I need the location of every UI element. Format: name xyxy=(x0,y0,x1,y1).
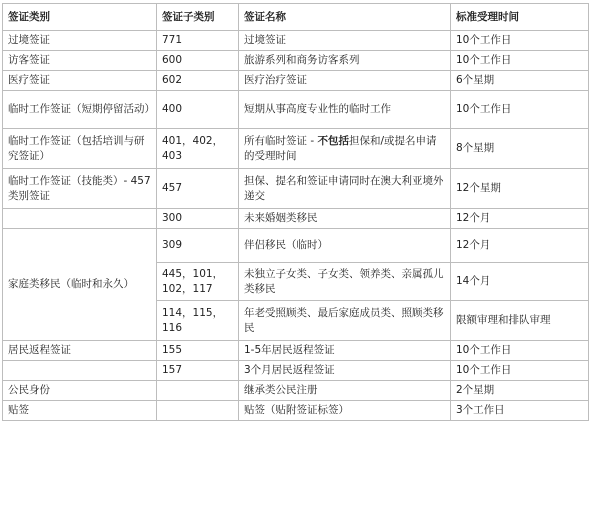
cell-subclass: 401，402，403 xyxy=(157,129,239,169)
cell-visa-name: 旅游系列和商务访客系列 xyxy=(239,51,451,71)
header-processing-time: 标准受理时间 xyxy=(451,4,589,31)
cell-subclass: 457 xyxy=(157,169,239,209)
table-row xyxy=(3,209,589,229)
cell-category: 临时工作签证（短期停留活动） xyxy=(3,91,157,129)
cell-subclass xyxy=(157,381,239,401)
table-row xyxy=(3,341,589,361)
cell-processing-time: 14个月 xyxy=(451,263,589,301)
cell-subclass: 155 xyxy=(157,341,239,361)
cell-category-merged: 家庭类移民（临时和永久） xyxy=(3,229,157,341)
cell-category: 临时工作签证（技能类）- 457类别签证 xyxy=(3,169,157,209)
cell-visa-name: 过境签证 xyxy=(239,31,451,51)
cell-processing-time: 10个工作日 xyxy=(451,31,589,51)
cell-processing-time: 10个工作日 xyxy=(451,91,589,129)
cell-category: 居民返程签证 xyxy=(3,341,157,361)
cell-processing-time: 12个月 xyxy=(451,229,589,263)
visa-name-suffix: 担保和/或提名申请的受理时间 xyxy=(244,134,437,162)
cell-subclass: 771 xyxy=(157,31,239,51)
cell-visa-name: 短期从事高度专业性的临时工作 xyxy=(239,91,451,129)
cell-subclass: 600 xyxy=(157,51,239,71)
table-row xyxy=(3,229,589,263)
cell-processing-time: 10个工作日 xyxy=(451,51,589,71)
visa-name-emphasis: 不包括 xyxy=(317,134,349,147)
cell-subclass: 445，101，102，117 xyxy=(157,263,239,301)
cell-category: 贴签 xyxy=(3,401,157,421)
header-subclass: 签证子类别 xyxy=(157,4,239,31)
header-category: 签证类别 xyxy=(3,4,157,31)
table-header-row xyxy=(3,4,589,31)
cell-processing-time: 限额审理和排队审理 xyxy=(451,301,589,341)
cell-processing-time: 10个工作日 xyxy=(451,341,589,361)
cell-processing-time: 10个工作日 xyxy=(451,361,589,381)
cell-processing-time: 6个星期 xyxy=(451,71,589,91)
cell-subclass: 309 xyxy=(157,229,239,263)
table-row xyxy=(3,91,589,129)
table-row xyxy=(3,51,589,71)
cell-visa-name: 医疗治疗签证 xyxy=(239,71,451,91)
cell-category xyxy=(3,361,157,381)
cell-category: 公民身份 xyxy=(3,381,157,401)
header-visa-name: 签证名称 xyxy=(239,4,451,31)
cell-subclass: 300 xyxy=(157,209,239,229)
cell-subclass: 157 xyxy=(157,361,239,381)
visa-processing-table xyxy=(2,3,589,421)
table-row xyxy=(3,361,589,381)
cell-subclass xyxy=(157,401,239,421)
cell-visa-name: 未独立子女类、子女类、领养类、亲属孤儿类移民 xyxy=(239,263,451,301)
cell-visa-name xyxy=(239,129,451,169)
cell-visa-name: 3个月居民返程签证 xyxy=(239,361,451,381)
cell-visa-name: 贴签（贴附签证标签） xyxy=(239,401,451,421)
cell-visa-name: 年老受照顾类、最后家庭成员类、照顾类移民 xyxy=(239,301,451,341)
cell-visa-name: 1-5年居民返程签证 xyxy=(239,341,451,361)
table-row xyxy=(3,169,589,209)
cell-category: 过境签证 xyxy=(3,31,157,51)
table-row xyxy=(3,401,589,421)
cell-category: 临时工作签证（包括培训与研究签证） xyxy=(3,129,157,169)
cell-processing-time: 12个星期 xyxy=(451,169,589,209)
cell-processing-time: 2个星期 xyxy=(451,381,589,401)
cell-category: 医疗签证 xyxy=(3,71,157,91)
table-row xyxy=(3,71,589,91)
visa-name-prefix: 所有临时签证 - xyxy=(244,134,318,147)
cell-processing-time: 3个工作日 xyxy=(451,401,589,421)
cell-visa-name: 伴侣移民（临时） xyxy=(239,229,451,263)
cell-category: 访客签证 xyxy=(3,51,157,71)
cell-subclass: 114，115，116 xyxy=(157,301,239,341)
table-row xyxy=(3,129,589,169)
cell-subclass: 602 xyxy=(157,71,239,91)
cell-processing-time: 12个月 xyxy=(451,209,589,229)
cell-visa-name: 未来婚姻类移民 xyxy=(239,209,451,229)
visa-processing-table-container xyxy=(2,3,588,421)
table-row xyxy=(3,381,589,401)
cell-visa-name: 担保、提名和签证申请同时在澳大利亚境外递交 xyxy=(239,169,451,209)
cell-category xyxy=(3,209,157,229)
cell-processing-time: 8个星期 xyxy=(451,129,589,169)
cell-visa-name: 继承类公民注册 xyxy=(239,381,451,401)
table-row xyxy=(3,31,589,51)
cell-subclass: 400 xyxy=(157,91,239,129)
